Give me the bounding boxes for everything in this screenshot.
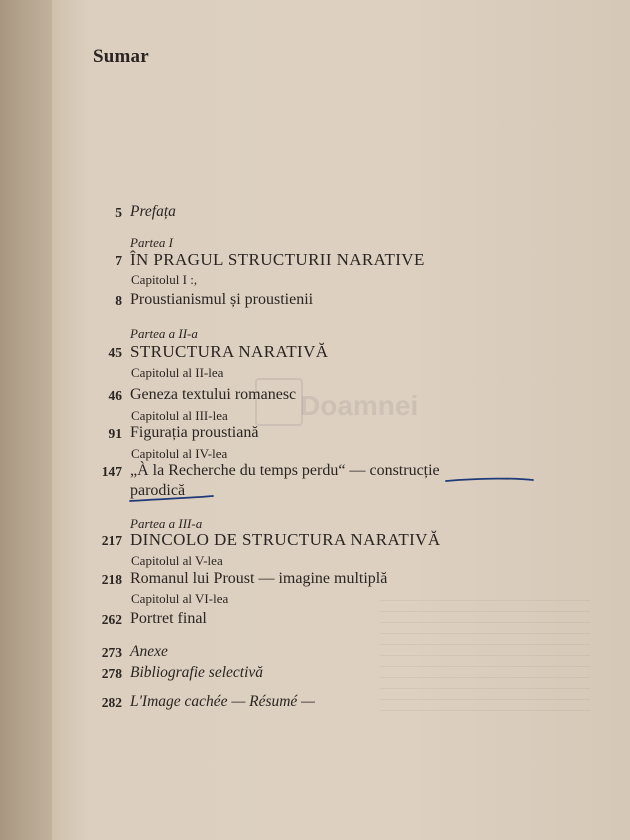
toc-entry-text: Capitolul al II-lea (131, 365, 224, 380)
toc-entry-text: Portret final (130, 610, 207, 627)
toc-entry-text: Capitolul I :, (131, 272, 198, 287)
watermark-text: Doamnei (300, 390, 419, 421)
toc-page-number: 8 (115, 293, 122, 308)
toc-entry-text: Proustianismul și proustienii (130, 291, 314, 308)
toc-page-number: 45 (108, 345, 122, 360)
toc-entry-text: Figurația proustiană (130, 424, 259, 441)
toc-entry-text: Capitolul al V-lea (131, 553, 223, 568)
toc-page-number: 217 (101, 533, 122, 548)
toc-page-number: 278 (101, 666, 122, 681)
toc-page-number: 273 (101, 645, 122, 660)
toc-page-number: 91 (108, 426, 122, 441)
toc-entry-text: Partea a II-a (130, 326, 198, 341)
toc-page-number: 147 (101, 464, 122, 479)
toc-entry-text: Capitolul al IV-lea (131, 446, 228, 461)
toc-entry-text: L'Image cachée — Résumé — (130, 693, 315, 710)
toc-entry-text: Capitolul al VI-lea (131, 591, 229, 606)
toc-page-number: 262 (101, 612, 122, 627)
toc-entry-text: Partea a III-a (130, 516, 203, 531)
toc-page-number: 7 (115, 253, 122, 268)
toc-entry-text: STRUCTURA NARATIVĂ (130, 342, 329, 361)
toc-entry-text: ÎN PRAGUL STRUCTURII NARATIVE (130, 250, 425, 269)
toc-entry-text: Prefața (130, 203, 176, 220)
toc-page-number: 218 (101, 572, 122, 587)
toc-entry-text: „À la Recherche du temps perdu“ — construcție (130, 462, 440, 479)
toc-entry-text: DINCOLO DE STRUCTURA NARATIVĂ (130, 530, 441, 549)
toc-entry-text: Anexe (130, 643, 168, 660)
toc-entry-text: Romanul lui Proust — imagine multiplă (130, 570, 388, 587)
toc-entry-text: Geneza textului romanesc (130, 386, 297, 403)
toc-entry-text: Partea I (130, 235, 173, 250)
toc-page-number: 282 (101, 695, 122, 710)
toc-entry-text: parodică (130, 482, 186, 499)
toc-entry-text: Capitolul al III-lea (131, 408, 228, 423)
toc-page-number: 5 (115, 205, 122, 220)
toc-entry-text: Bibliografie selectivă (130, 664, 264, 681)
page-title: Sumar (93, 46, 149, 67)
toc-page-number: 46 (108, 388, 122, 403)
